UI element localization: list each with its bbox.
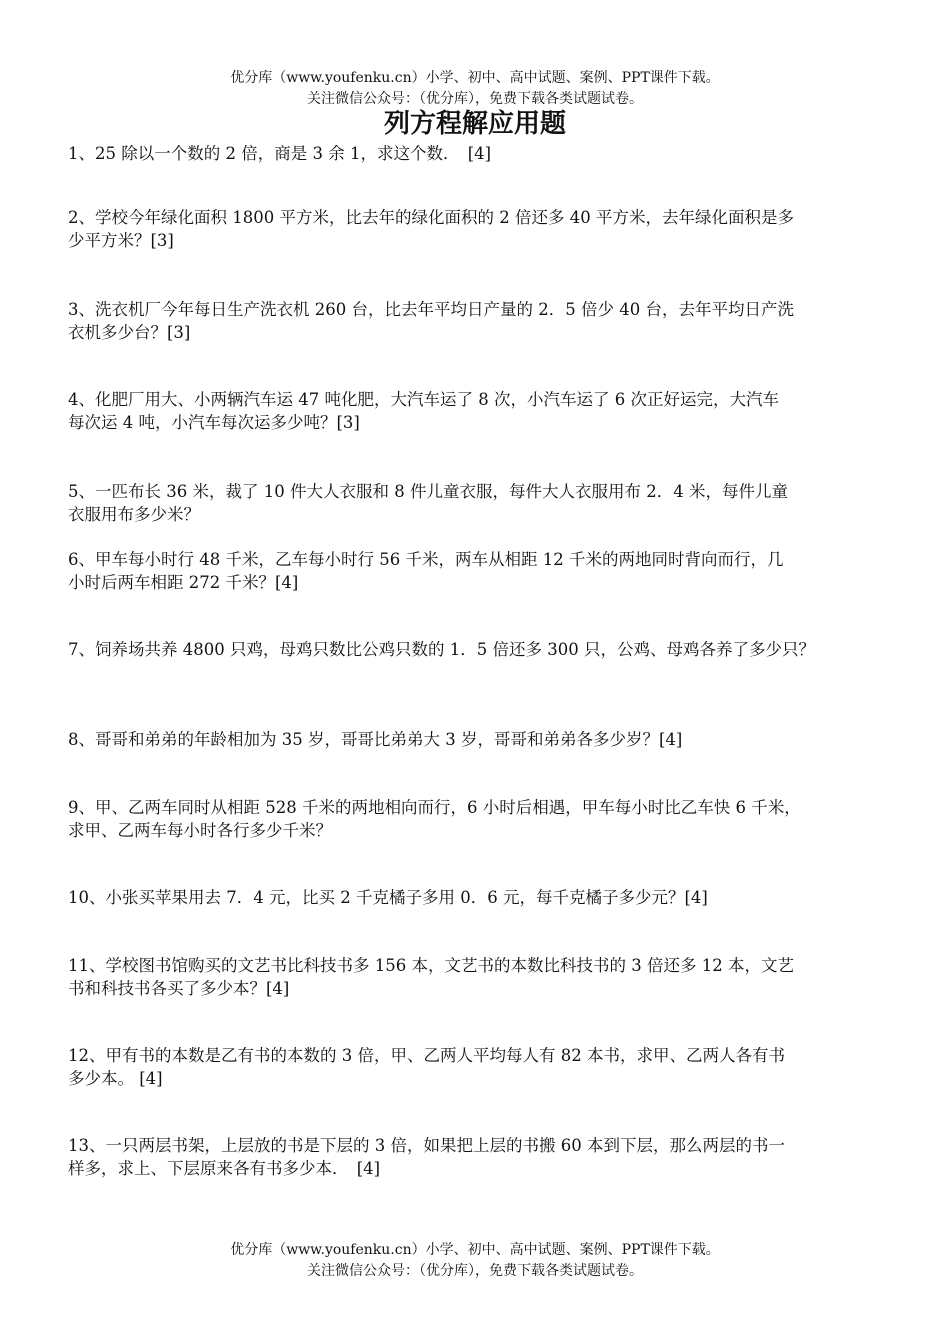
question-1: 1、25 除以一个数的 2 倍，商是 3 余 1，求这个数． [4]	[68, 144, 492, 163]
question-11: 11、学校图书馆购买的文艺书比科技书多 156 本，文艺书的本数比科技书的 3 倍还多 12 本，文艺 书和科技书各买了多少本？[4]	[68, 956, 794, 998]
footer-line-2: 关注微信公众号：（优分库），免费下载各类试题试卷。	[307, 1263, 643, 1279]
question-6: 6、甲车每小时行 48 千米，乙车每小时行 56 千米，两车从相距 12 千米的两地同时背向而行，几 小时后两车相距 272 千米？[4]	[68, 550, 784, 592]
question-7: 7、饲养场共养 4800 只鸡，母鸡只数比公鸡只数的 1．5 倍还多 300 只，公鸡、母鸡各养了多少只？	[68, 640, 815, 659]
footer-line-1: 优分库（www.youfenku.cn）小学、初中、高中试题、案例、PPT课件下载。	[230, 1242, 720, 1258]
question-4: 4、化肥厂用大、小两辆汽车运 47 吨化肥，大汽车运了 8 次，小汽车运了 6 次正好运完，大汽车 每次运 4 吨，小汽车每次运多少吨？[3]	[68, 390, 779, 432]
header-line-2: 关注微信公众号：（优分库），免费下载各类试题试卷。	[307, 91, 643, 107]
question-3: 3、洗衣机厂今年每日生产洗衣机 260 台，比去年平均日产量的 2．5 倍少 40 台，去年平均日产洗 衣机多少台？[3]	[68, 300, 794, 342]
question-2: 2、学校今年绿化面积 1800 平方米，比去年的绿化面积的 2 倍还多 40 平方米，去年绿化面积是多 少平方米？[3]	[68, 208, 794, 250]
question-10: 10、小张买苹果用去 7．4 元，比买 2 千克橘子多用 0．6 元，每千克橘子多少元？[4]	[68, 888, 708, 907]
question-8: 8、哥哥和弟弟的年龄相加为 35 岁，哥哥比弟弟大 3 岁，哥哥和弟弟各多少岁？[4]	[68, 730, 683, 749]
question-5: 5、一匹布长 36 米，裁了 10 件大人衣服和 8 件儿童衣服，每件大人衣服用布 2．4 米，每件儿童 衣服用布多少米？	[68, 482, 788, 524]
page-title: 列方程解应用题	[383, 109, 566, 139]
question-9: 9、甲、乙两车同时从相距 528 千米的两地相向而行，6 小时后相遇，甲车每小时比乙车快 6 千米， 求甲、乙两车每小时各行多少千米？	[68, 798, 801, 840]
header-line-1: 优分库（www.youfenku.cn）小学、初中、高中试题、案例、PPT课件下载。	[230, 70, 720, 86]
question-13: 13、一只两层书架，上层放的书是下层的 3 倍，如果把上层的书搬 60 本到下层，那么两层的书一 样多，求上、下层原来各有书多少本． [4]	[68, 1136, 785, 1178]
question-12: 12、甲有书的本数是乙有书的本数的 3 倍，甲、乙两人平均每人有 82 本书，求甲、乙两人各有书 多少本。 [4]	[68, 1046, 785, 1088]
